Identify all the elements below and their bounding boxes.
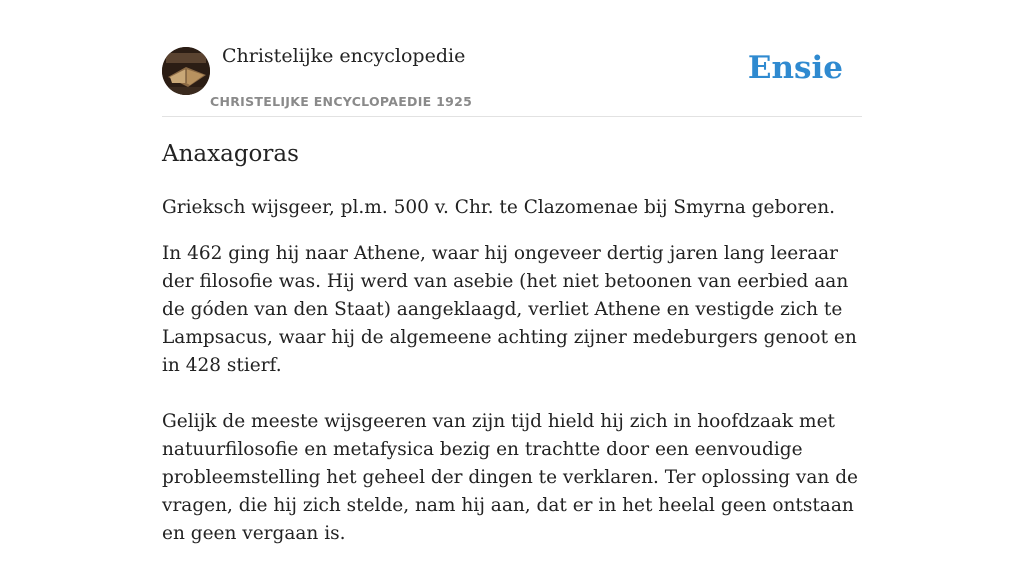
source-avatar[interactable] bbox=[162, 47, 210, 95]
brand-logo-link[interactable]: Ensie bbox=[747, 50, 843, 86]
entry-title: Anaxagoras bbox=[162, 141, 299, 167]
entry-paragraph: Gelijk de meeste wijsgeeren van zijn tijd hield hij zich in hoofdzaak met natuurfilosofie en metafysica bezig en trachtte door een eenvoudige probleemstelling het geheel der dingen te verklaren. Ter oplossing van de vragen, die hij zich stelde, nam hij aan, dat er in het heelal geen ontstaan en geen vergaan is. bbox=[162, 411, 858, 544]
source-title[interactable]: Christelijke encyclopedie bbox=[222, 45, 466, 67]
entry-body bbox=[162, 240, 864, 548]
source-header bbox=[162, 0, 862, 117]
entry-paragraph: In 462 ging hij naar Athene, waar hij ongeveer dertig jaren lang leeraar der filosofie was. Hij werd van asebie (het niet betoonen van eerbied aan de góden van den Staat) aangeklaagd, verliet Athene en vestigde zich te Lampsacus, waar hij de algemeene achting zijner medeburgers genoot en in 428 stierf. bbox=[162, 243, 857, 376]
source-subtitle: CHRISTELIJKE ENCYCLOPAEDIE 1925 bbox=[210, 94, 473, 109]
entry-summary: Grieksch wijsgeer, pl.m. 500 v. Chr. te Clazomenae bij Smyrna geboren. bbox=[162, 197, 836, 218]
book-image-icon bbox=[162, 47, 210, 95]
entry-content bbox=[162, 136, 864, 576]
